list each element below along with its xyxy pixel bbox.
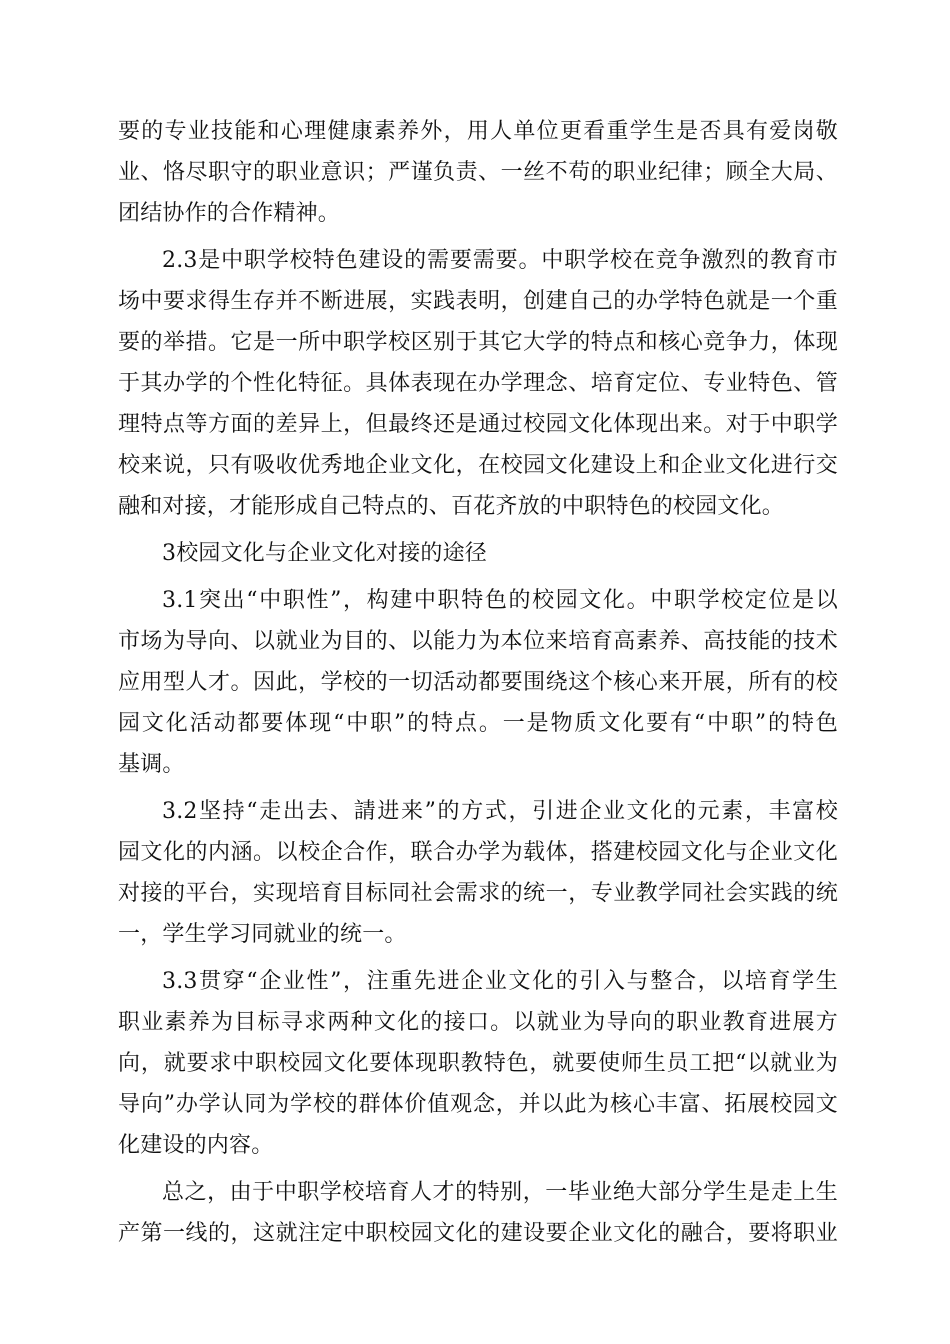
text-line: 园文化活动都要体现“中职”的特点。一是物质文化要有“中职”的特色: [118, 711, 838, 736]
text-line: 3.1突出“中职性”，构建中职特色的校园文化。中职学校定位是以: [162, 588, 838, 613]
text-line: 于其办学的个性化特征。具体表现在办学理念、培育定位、专业特色、管: [118, 371, 838, 396]
text-line: 职业素养为目标寻求两种文化的接口。以就业为导向的职业教育进展方: [118, 1010, 838, 1035]
text-line: 业、恪尽职守的职业意识；严谨负责、一丝不苟的职业纪律；顾全大局、: [118, 160, 838, 185]
text-line: 导向”办学认同为学校的群体价值观念，并以此为核心丰富、拓展校园文: [118, 1092, 838, 1117]
text-line: 化建设的内容。: [118, 1133, 274, 1158]
text-line: 园文化的内涵。以校企合作，联合办学为载体，搭建校园文化与企业文化: [118, 840, 838, 865]
text-line: 团结协作的合作精神。: [118, 201, 341, 226]
text-line: 产第一线的，这就注定中职校园文化的建设要企业文化的融合，要将职业: [118, 1221, 838, 1246]
text-line: 总之，由于中职学校培育人才的特别，一毕业绝大部分学生是走上生: [162, 1180, 838, 1205]
text-line: 理特点等方面的差异上，但最终还是通过校园文化体现出来。对于中职学: [118, 412, 838, 437]
text-line: 要的专业技能和心理健康素养外，用人单位更看重学生是否具有爱岗敬: [118, 119, 838, 144]
text-line: 一，学生学习同就业的统一。: [118, 922, 407, 947]
text-line: 向，就要求中职校园文化要体现职教特色，就要使师生员工把“以就业为: [118, 1051, 838, 1076]
text-line: 场中要求得生存并不断进展，实践表明，创建自己的办学特色就是一个重: [118, 289, 838, 314]
text-line: 校来说，只有吸收优秀地企业文化，在校园文化建设上和企业文化进行交: [118, 453, 838, 478]
section-heading: 3校园文化与企业文化对接的途径: [162, 541, 487, 566]
text-line: 应用型人才。因此，学校的一切活动都要围绕这个核心来开展，所有的校: [118, 670, 838, 695]
text-line: 对接的平台，实现培育目标同社会需求的统一，专业教学同社会实践的统: [118, 881, 838, 906]
text-line: 要的举措。它是一所中职学校区别于其它大学的特点和核心竞争力，体现: [118, 330, 838, 355]
text-line: 基调。: [118, 752, 185, 777]
text-line: 市场为导向、以就业为目的、以能力为本位来培育高素养、高技能的技术: [118, 629, 838, 654]
text-line: 3.2坚持“走出去、請进来”的方式，引进企业文化的元素，丰富校: [162, 799, 838, 824]
text-line: 2.3是中职学校特色建设的需要需要。中职学校在竞争激烈的教育市: [162, 248, 838, 273]
text-line: 融和对接，才能形成自己特点的、百花齐放的中职特色的校园文化。: [118, 494, 785, 519]
text-line: 3.3贯穿“企业性”，注重先进企业文化的引入与整合，以培育学生: [162, 969, 838, 994]
